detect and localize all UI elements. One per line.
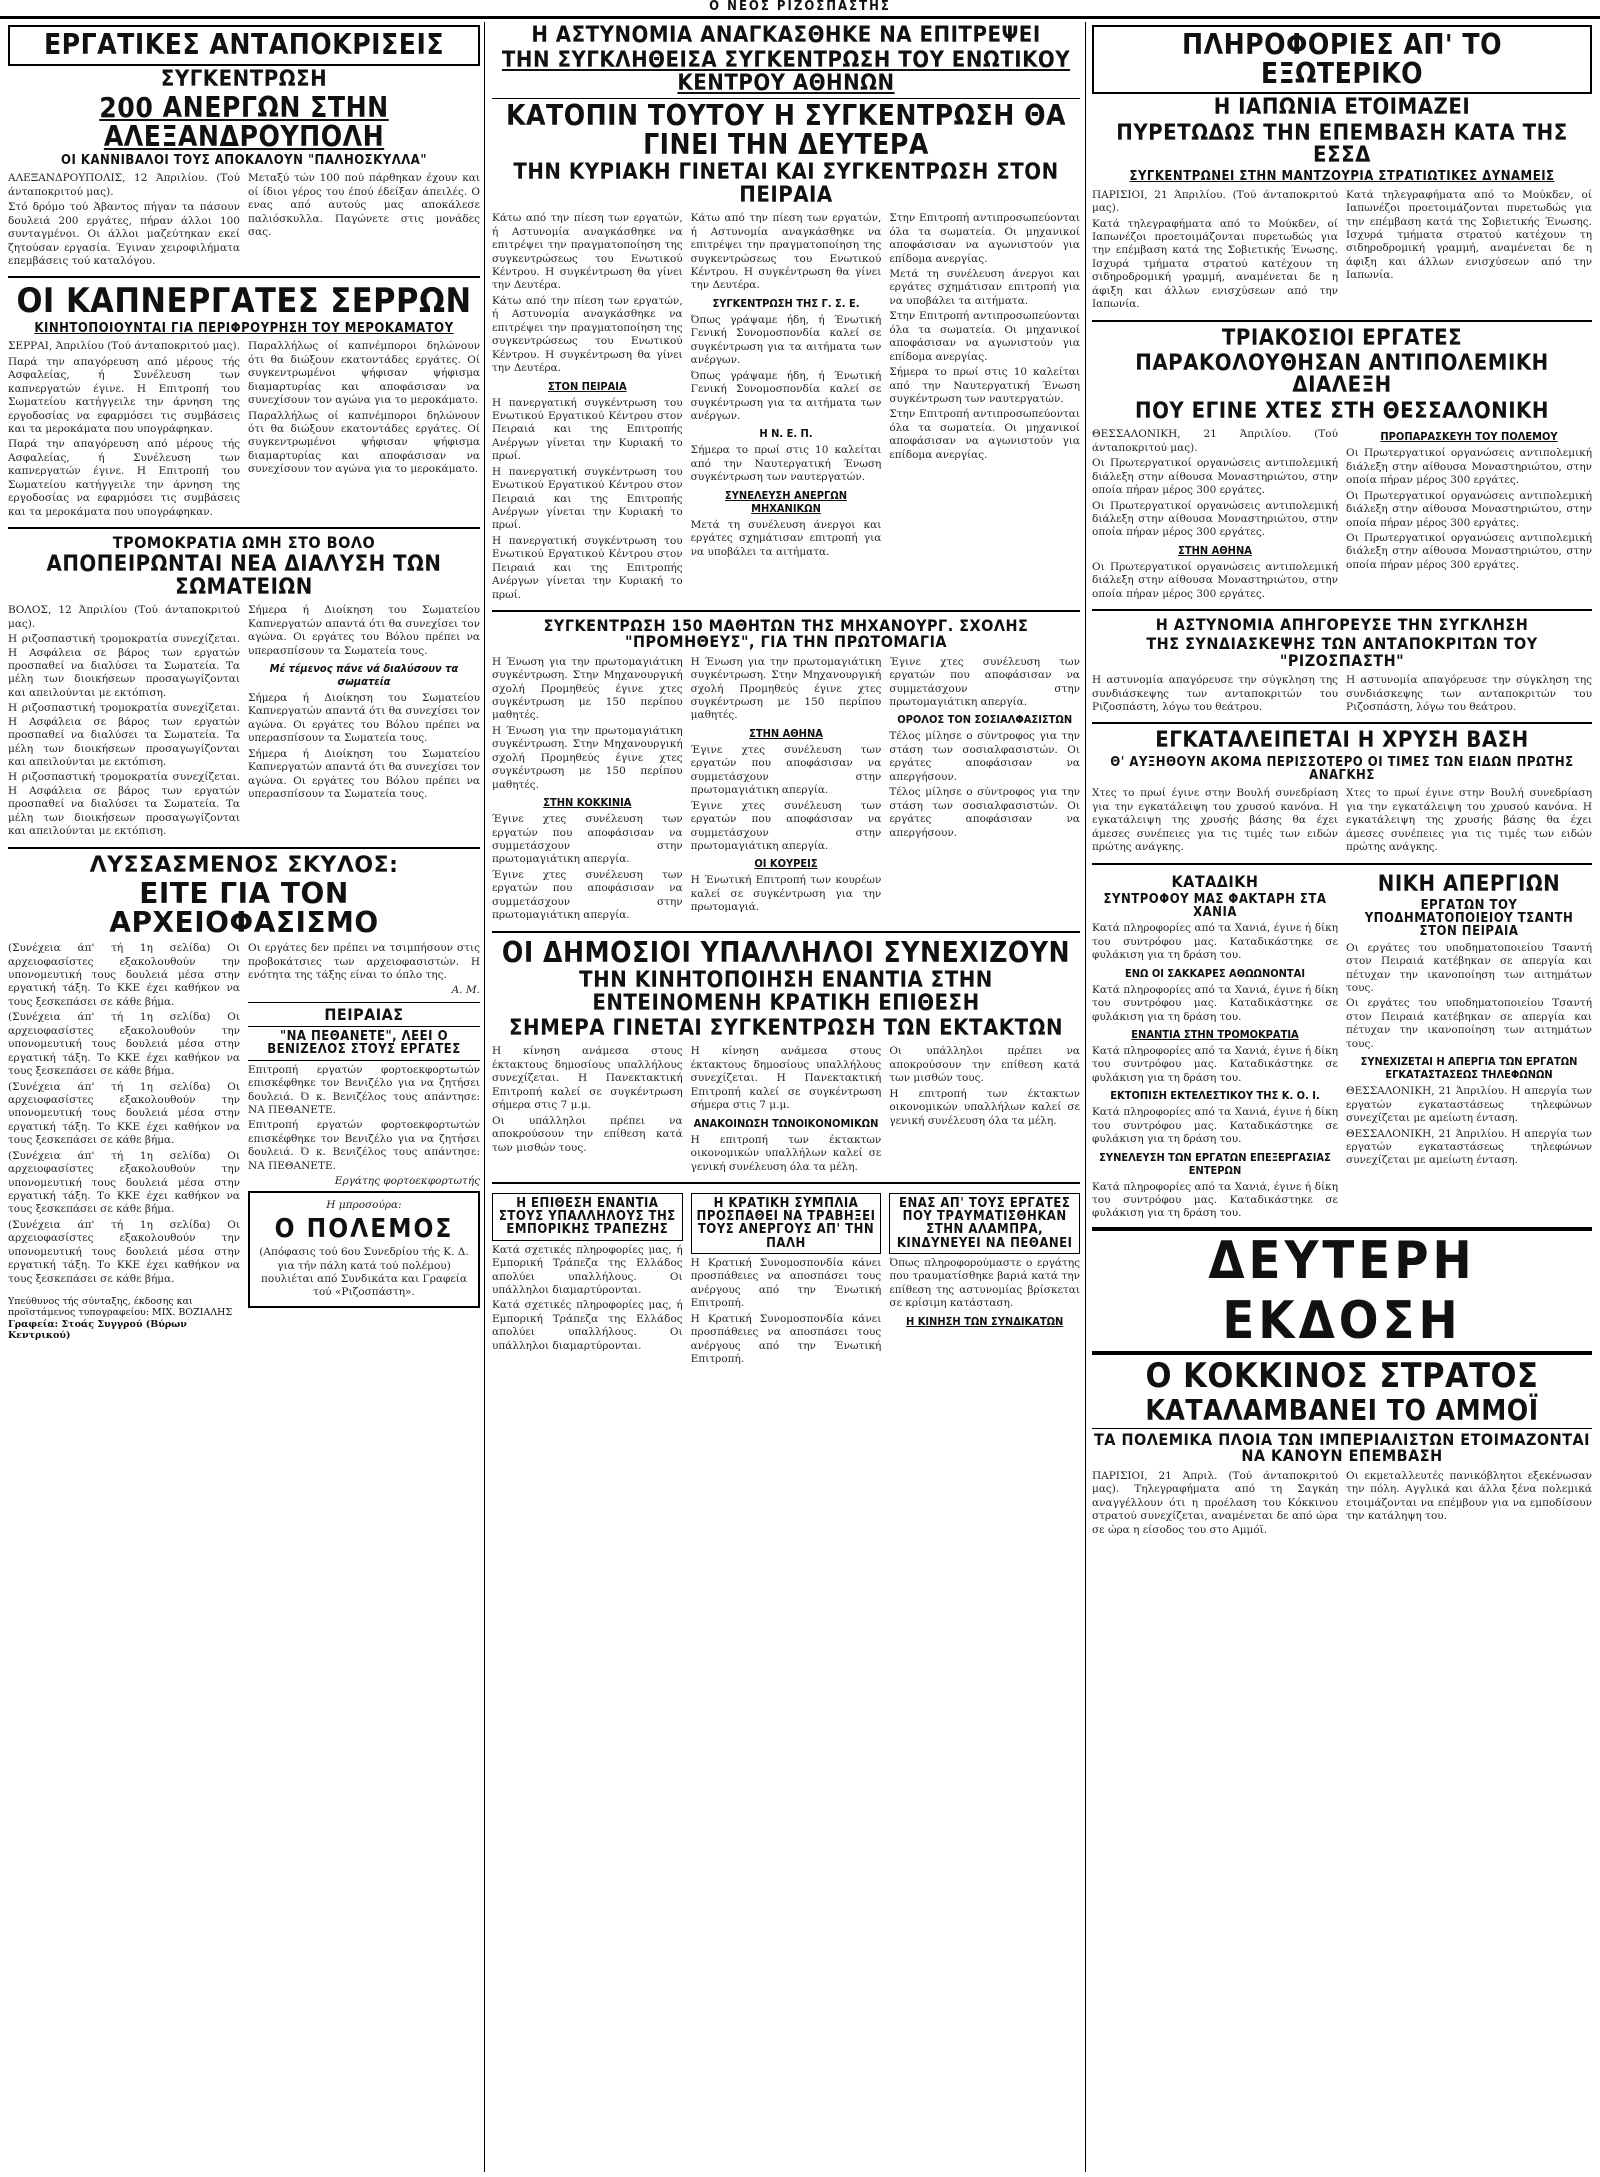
article-students-prometheus	[492, 618, 1080, 925]
article-headline: Η ΕΠΙΘΕΣΗ ΕΝΑΝΤΙΑ ΣΤΟΥΣ ΥΠΑΛΛΗΛΟΥΣ ΤΗΣ ΕΜΠΟΡΙΚΗΣ ΤΡΑΠΕΖΗΣ	[492, 1193, 683, 1241]
subhead: ΣΥΓΚΕΝΤΡΩΣΗ ΤΗΣ Γ. Σ. Ε.	[712, 296, 860, 310]
divider	[1092, 722, 1592, 724]
article-dateline: ΒΟΛΟΣ, 12 Άπριλίου (Τού άνταποκριτού μας).	[8, 604, 240, 630]
masthead-title: Ο ΝΕΟΣ ΡΙΖΟΣΠΑΣΤΗΣ	[709, 0, 891, 14]
article-headline-1: ΟΙ ΔΗΜΟΣΙΟΙ ΥΠΑΛΛΗΛΟΙ ΣΥΝΕΧΙΖΟΥΝ	[501, 935, 1071, 969]
section-label: ΠΕΙΡΑΙΑΣ	[324, 1004, 404, 1024]
divider	[492, 931, 1080, 933]
article-body: Τέλος μίλησε ο σύντροφος για την στάση των σοσιαλφασιστών. Οι εργάτες αποφάσισαν να απεργήσουν.	[889, 730, 1080, 783]
article-body: Σήμερα το πρωί στις 10 καλείται από την Ναυτεργατική Ένωση συγκέντρωση των ναυτεργατών.	[889, 366, 1080, 405]
article-body: Στην Επιτροπή αντιπροσωπεύονται όλα τα σωματεία. Οι μηχανικοί αποφάσισαν να αγωνιστούν για επίδομα ανεργίας.	[889, 408, 1080, 461]
column-center	[492, 22, 1080, 2172]
article-headline-3: ΠΟΥ ΕΓΙΝΕ ΧΤΕΣ ΣΤΗ ΘΕΣΣΑΛΟΝΙΚΗ	[1135, 398, 1549, 424]
article-body: Οι Πρωτεργατικοί οργανώσεις αντιπολεμική διάλεξη στην αίθουσα Μοναστηριώτου, στην οποία πήραν μέρος 300 εργάτες.	[1092, 457, 1338, 497]
bottom-row	[492, 1190, 1080, 1369]
article-body: Η πανεργατική συγκέντρωση του Ενωτικού Εργατικού Κέντρου στον Πειραιά και της Επιτροπής Ανέργων γίνεται την Κυριακή το πρωί.	[492, 534, 683, 601]
article-body: Οι εργάτες του υποδηματοποιείου Τσαντή στον Πειραιά κατέβηκαν σε απεργία και πέτυχαν την ικανοποίηση των αιτημάτων τους.	[1346, 997, 1592, 1050]
article-headline-1: ΝΙΚΗ ΑΠΕΡΓΙΩΝ	[1377, 871, 1561, 897]
article-body: Κάτω από την πίεση των εργατών, ή Αστυνομία αναγκάσθηκε να επιτρέψει την πραγματοποίηση της συγκεντρώσεως του Ενωτικού Κέντρου. Η συγκέντρωση θα γίνει την Δευτέρα.	[492, 294, 683, 375]
subhead: ΣΥΝΕΛΕΥΣΗ ΑΝΕΡΓΩΝ ΜΗΧΑΝΙΚΩΝ	[724, 488, 847, 515]
article-police-athens	[492, 25, 1080, 604]
article-kicker: ΛΥΣΣΑΣΜΕΝΟΣ ΣΚΥΛΟΣ:	[89, 852, 399, 878]
lead-headline-3: ΚΑΤΟΠΙΝ ΤΟΥΤΟΥ Η ΣΥΓΚΕΝΤΡΩΣΗ ΘΑ ΓΙΝΕΙ ΤΗΝ ΔΕΥΤΕΡΑ	[492, 98, 1080, 159]
article-body: Η ριζοσπαστική τρομοκρατία συνεχίζεται. Η Ασφάλεια σε βάρος των εργατών προσπαθεί να διαλύσει τα Σωματεία. Τα μέλη των διοικήσεων προσαγωγίζονται και απειλούνται με εκτόπιση.	[8, 771, 240, 838]
article-headline-2: ΚΑΤΑΛΑΜΒΑΝΕΙ ΤΟ ΑΜΜΟΪ	[1145, 1393, 1539, 1427]
lead-headline-2: ΤΗΝ ΣΥΓΚΛΗΘΕΙΣΑ ΣΥΓΚΕΝΤΡΩΣΗ ΤΟΥ ΕΝΩΤΙΚΟΥ ΚΕΝΤΡΟΥ ΑΘΗΝΩΝ	[501, 48, 1071, 96]
divider	[1092, 863, 1592, 865]
article-body: Έγινε χτες συνέλευση των εργατών που αποφάσισαν να συμμετάσχουν στην πρωτομαγιάτικη απεργία.	[690, 799, 882, 852]
article-body: Επιτροπή εργατών φορτοεκφορτωτών επισκέφθηκε τον Βενιζέλο για να ζητήσει δουλειά. Ό κ. Βενιζέλος τους απάντησε: ΝΑ ΠΕΘΑΝΕΤΕ.	[248, 1063, 480, 1117]
subhead: ΣΥΝΕΛΕΥΣΗ ΤΩΝ ΕΡΓΑΤΩΝ ΕΠΕΞΕΡΓΑΣΙΑΣ ΕΝΤΕΡΩΝ	[1099, 1150, 1331, 1177]
article-headline: ΣΥΓΚΕΝΤΡΩΣΗ 150 ΜΑΘΗΤΩΝ ΤΗΣ ΜΗΧΑΝΟΥΡΓ. ΣΧΟΛΗΣ "ΠΡΟΜΗΘΕΥΣ", ΓΙΑ ΤΗΝ ΠΡΩΤΟΜΑΓΙΑ	[543, 616, 1029, 652]
column-divider	[1085, 22, 1086, 2172]
article-body: (Συνέχεια άπ' τή 1η σελίδα) Οι αρχειοφασίστες εξακολουθούν την υπονομευτική τους δουλειά μέσα στην εργατική τάξη. Το ΚΚΕ έχει καθήκον να τους ξεσκεπάσει σε κάθε βήμα.	[8, 1149, 240, 1216]
article-body: Κατά τηλεγραφήματα από το Μούκδεν, οί Ιαπωνέζοι προετοιμάζονται πυρετωδώς για την επέμβαση κατά της Σοβιετικής Ένωσης. Ισχυρά τμήματα στρατού κατέχουν τη σιδηροδρομική γραμμή, αναμένεται δε η άφιξη και άλλων ενισχύσεων από την Ιαπωνία.	[1092, 217, 1338, 311]
subhead: ΕΝΑΝΤΙΑ ΣΤΗΝ ΤΡΟΜΟΚΡΑΤΙΑ	[1131, 1027, 1299, 1041]
article-body: Η κίνηση ανάμεσα στους έκτακτους δημοσίους υπαλλήλους συνεχίζεται. Η Πανεκτακτική Επιτροπή καλεί σε συγκέντρωση σήμερα στις 7 μ.μ.	[492, 1045, 683, 1112]
article-body: Παρά την απαγόρευση από μέρους τής Ασφαλείας, ή Συνέλευση των καπνεργατών έγινε. Η Επιτροπή του Σωματείου κατήγγειλε την άρνηση της εργοδοσίας να εφαρμόσει τις συμβάσεις και τα μεροκάματα που υπογράφηκαν.	[8, 355, 240, 435]
article-headline-1: Η ΙΑΠΩΝΙΑ ΕΤΟΙΜΑΖΕΙ	[1213, 95, 1471, 121]
divider	[492, 610, 1080, 612]
article-body: Η αστυνομία απαγόρευσε την σύγκληση της συνδιάσκεψης των ανταποκριτών του Ριζοσπάστη, λόγω του θεάτρου.	[1346, 674, 1592, 713]
subhead: ΟΙ ΚΟΥΡΕΙΣ	[754, 857, 818, 871]
article-body: Κατά πληροφορίες από τα Χανιά, έγινε ή δίκη του συντρόφου μας. Καταδικάστηκε σε φυλάκιση για τη δράση του.	[1092, 1044, 1338, 1084]
article-headline: ΑΠΟΠΕΙΡΩΝΤΑΙ ΝΕΑ ΔΙΑΛΥΣΗ ΤΩΝ ΣΩΜΑΤΕΙΩΝ	[46, 552, 442, 600]
article-body: Οι Πρωτεργατικοί οργανώσεις αντιπολεμική διάλεξη στην αίθουσα Μοναστηριώτου, στην οποία πήραν μέρος 300 εργάτες.	[1092, 499, 1338, 539]
article-body: Η Κρατική Συνομοσπονδία κάνει προσπάθειες να αποσπάσει τους ανέργους από την Ένωτική Επιτροπή.	[690, 1256, 882, 1310]
article-shoe-strike	[1346, 871, 1592, 1223]
article-volos	[8, 535, 480, 841]
article-dateline: ΠΑΡΙΣΙΟΙ, 21 Άπριλίου. (Τού άνταποκριτού μας).	[1092, 188, 1338, 215]
article-body: Η Κρατική Συνομοσπονδία κάνει προσπάθειες να αποσπάσει τους ανέργους από την Ένωτική Επιτροπή.	[690, 1312, 882, 1366]
article-headline-2: Θ' ΑΥΞΗΘΟΥΝ ΑΚΟΜΑ ΠΕΡΙΣΣΟΤΕΡΟ ΟΙ ΤΙΜΕΣ ΤΩΝ ΕΙΔΩΝ ΠΡΩΤΗΣ ΑΝΑΓΚΗΣ	[1110, 754, 1574, 784]
article-body: Όπως πληροφορούμαστε ο εργάτης που τραυματίσθηκε βαριά κατά την επίθεση της αστυνομίας βρίσκεται σε κρίσιμη κατάσταση.	[889, 1256, 1080, 1310]
section-banner: ΠΛΗΡΟΦΟΡΙΕΣ ΑΠ' ΤΟ ΕΞΩΤΕΡΙΚΟ	[1092, 25, 1592, 94]
column-right	[1092, 22, 1592, 2172]
article-body: (Συνέχεια άπ' τή 1η σελίδα) Οι αρχειοφασίστες εξακολουθούν την υπονομευτική τους δουλειά μέσα στην εργατική τάξη. Το ΚΚΕ έχει καθήκον να τους ξεσκεπάσει σε κάθε βήμα.	[8, 1011, 240, 1078]
article-body: Η αστυνομία απαγόρευσε την σύγκληση της συνδιάσκεψης των ανταποκριτών του Ριζοσπάστη, λόγω του θεάτρου.	[1092, 674, 1338, 713]
subhead: ΣΤΗΝ ΑΘΗΝΑ	[1178, 543, 1252, 557]
article-alambra-worker	[889, 1190, 1080, 1369]
article-gold-standard	[1092, 730, 1592, 856]
article-body: Μετά τη συνέλευση άνεργοι και εργάτες σχημάτισαν επιτροπή για να υποβάλει τα αιτήματα.	[690, 518, 882, 558]
credits-address: Γραφεία: Στοάς Συγγρού (Βύρων Κεντρικού)	[8, 1318, 187, 1342]
article-headline-1: ΚΑΤΑΔΙΚΗ	[1171, 871, 1259, 891]
article-postman	[1092, 871, 1338, 1223]
subhead: ΕΚΤΟΠΙΣΗ ΕΚΤΕΛΕΣΤΙΚΟΥ ΤΗΣ Κ. Ο. Ι.	[1110, 1089, 1320, 1103]
divider	[492, 1182, 1080, 1184]
inline-subhead: Μέ τέμενος πάνε νά διαλύσουν τα σωματεία	[269, 661, 459, 688]
column-divider	[484, 22, 485, 2172]
article-body: Κατά σχετικές πληροφορίες μας, ή Εμπορική Τράπεζα της Ελλάδος απολύει υπαλλήλους. Οι υπάλληλοι διαμαρτύρονται.	[492, 1243, 683, 1297]
article-police-ban	[1092, 617, 1592, 716]
article-body: Κατά τηλεγραφήματα από το Μούκδεν, οί Ιαπωνέζοι προετοιμάζονται πυρετωδώς για την επέμβαση κατά της Σοβιετικής Ένωσης. Ισχυρά τμήματα στρατού κατέχουν τη σιδηροδρομική γραμμή, αναμένεται δε η άφιξη και άλλων ενισχύσεων από την Ιαπωνία.	[1346, 188, 1592, 282]
article-body: Όπως γράψαμε ήδη, ή Ένωτική Γενική Συνομοσπονδία καλεί σε συγκέντρωση για τα αιτήματα των ανέργων.	[690, 313, 882, 367]
article-body: ΘΕΣΣΑΛΟΝΙΚΗ, 21 Άπριλίου. Η απεργία των εργατών εγκαταστάσεως τηλεφώνων συνεχίζεται με αμείωτη ένταση.	[1346, 1085, 1592, 1125]
article-body: Στό δρόμο τού Άβαντος πήγαν τα πάσουν δουλειά 200 εργάτες, πήραν άλλοι 100 συνταγμένοι. Οι άλλοι μαζεύτηκαν εκεί ζητούσαν εργασία. Έγιναν χειροφιλήματα επεμβάσεις τού καταλόγου.	[8, 201, 240, 267]
article-body: Κατά πληροφορίες από τα Χανιά, έγινε ή δίκη του συντρόφου μας. Καταδικάστηκε σε φυλάκιση για τη δράση του.	[1092, 983, 1338, 1023]
article-body: Μετά τη συνέλευση άνεργοι και εργάτες σχημάτισαν επιτροπή για να υποβάλει τα αιτήματα.	[889, 268, 1080, 307]
article-body: Κατά πληροφορίες από τα Χανιά, έγινε ή δίκη του συντρόφου μας. Καταδικάστηκε σε φυλάκιση για τη δράση του.	[1092, 922, 1338, 962]
divider	[248, 1002, 480, 1003]
subhead: ΑΝΑΚΟΙΝΩΣΗ ΤΩΝΟΙΚΟΝΟΜΙΚΩΝ	[693, 1116, 879, 1130]
masthead	[0, 0, 1600, 19]
second-edition	[1092, 1227, 1592, 1539]
article-headline: ΕΙΤΕ ΓΙΑ ΤΟΝ ΑΡΧΕΙΟΦΑΣΙΣΜΟ	[109, 877, 379, 939]
article-body: Κάτω από την πίεση των εργατών, ή Αστυνομία αναγκάσθηκε να επιτρέψει την πραγματοποίηση της συγκεντρώσεως του Ενωτικού Κέντρου. Η συγκέντρωση θα γίνει την Δευτέρα.	[690, 212, 882, 292]
article-body: Οι Πρωτεργατικοί οργανώσεις αντιπολεμική διάλεξη στην αίθουσα Μοναστηριώτου, στην οποία πήραν μέρος 300 εργάτες.	[1346, 489, 1592, 529]
two-column-news	[1092, 871, 1592, 1223]
article-body: ΘΕΣΣΑΛΟΝΙΚΗ, 21 Άπριλίου. Η απεργία των εργατών εγκαταστάσεως τηλεφώνων συνεχίζεται με αμείωτη ένταση.	[1346, 1127, 1592, 1167]
article-headline: ΟΙ ΚΑΠΝΕΡΓΑΤΕΣ ΣΕΡΡΩΝ	[16, 281, 472, 322]
article-body: Η πανεργατική συγκέντρωση του Ενωτικού Εργατικού Κέντρου στον Πειραιά και της Επιτροπής Ανέργων γίνεται την Κυριακή το πρωί.	[492, 465, 683, 532]
article-body: Παραλλήλως οί καπνέμποροι δηλώνουν ότι θα διώξουν εκατοντάδες εργάτες. Οί συγκεντρωμένοι ψήφισαν ψήφισμα διαμαρτυρίας και αποφάσισαν να συνεχίσουν τον αγώνα για το μεροκάματο.	[248, 340, 480, 407]
article-body: Η ριζοσπαστική τρομοκρατία συνεχίζεται. Η Ασφάλεια σε βάρος των εργατών προσπαθεί να διαλύσει τα Σωματεία. Τα μέλη των διοικήσεων προσαγωγίζονται και απειλούνται με εκτόπιση.	[8, 633, 240, 699]
article-body: Κάτω από την πίεση των εργατών, ή Αστυνομία αναγκάσθηκε να επιτρέψει την πραγματοποίηση της συγκεντρώσεως του Ενωτικού Κέντρου. Η συγκέντρωση θα γίνει την Δευτέρα.	[492, 212, 683, 292]
pamphlet-note: (Απόφασις τού 6ου Συνεδρίου τής Κ. Δ. για τήν πάλη κατά τού πολέμου) πουλιέται από Συνδικάτα και Γραφεία τού «Ριζοσπάστη».	[259, 1246, 469, 1299]
article-headline: 200 ΑΝΕΡΓΩΝ ΣΤΗΝ ΑΛΕΞΑΝΔΡΟΥΠΟΛΗ	[99, 90, 389, 153]
subhead: ΣΥΝΕΧΙΖΕΤΑΙ Η ΑΠΕΡΓΙΑ ΤΩΝ ΕΡΓΑΤΩΝ ΕΓΚΑΤΑΣΤΑΣΕΩΣ ΤΗΛΕΦΩΝΩΝ	[1360, 1055, 1578, 1082]
article-body: Η επιτροπή των έκτακτων οικονομικών υπαλλήλων καλεί σε γενική συνέλευση όλα τα μέλη.	[889, 1087, 1080, 1127]
article-body: Σήμερα ή Διοίκηση του Σωματείου Καπνεργατών απαντά ότι θα συνεχίσει τον αγώνα. Οι εργάτες του Βόλου πρέπει να υπερασπίσουν τα Σωματεία τους.	[248, 604, 480, 657]
article-headline-1: ΤΡΙΑΚΟΣΙΟΙ ΕΡΓΑΤΕΣ	[1221, 325, 1463, 351]
divider	[1092, 609, 1592, 611]
article-headline: "ΝΑ ΠΕΘΑΝΕΤΕ", ΛΕΕΙ Ο ΒΕΝΙΖΕΛΟΣ ΣΤΟΥΣ ΕΡΓΑΤΕΣ	[248, 1026, 480, 1061]
article-body: Σήμερα ή Διοίκηση του Σωματείου Καπνεργατών απαντά ότι θα συνεχίσει τον αγώνα. Οι εργάτες του Βόλου πρέπει να υπερασπίσουν τα Σωματεία τους.	[248, 747, 480, 800]
article-body: Οι εργάτες δεν πρέπει να τσιμπήσουν στις προβοκάτσιες των αρχειοφασιστών. Η ενότητα της τάξης είναι το όπλο της.	[248, 942, 480, 982]
article-body: Η Ένωση για την πρωτομαγιάτικη συγκέντρωση. Στην Μηχανουργική σχολή Προμηθεύς έγινε χτες συγκέντρωση με 150 περίπου μαθητές.	[690, 655, 882, 722]
article-body: Η Ένωτική Επιτροπή των κουρέων καλεί σε συγκέντρωση για την πρωτομαγιά.	[690, 874, 882, 914]
subhead: ΣΤΗΝ ΚΟΚΚΙΝΙΑ	[543, 796, 632, 810]
article-headline: ΕΝΑΣ ΑΠ' ΤΟΥΣ ΕΡΓΑΤΕΣ ΠΟΥ ΤΡΑΥΜΑΤΙΣΘΗΚΑΝ ΣΤΗΝ ΑΛΑΜΠΡΑ, ΚΙΝΔΥΝΕΥΕΙ ΝΑ ΠΕΘΑΝΕΙ	[889, 1193, 1080, 1254]
article-body: Σήμερα ή Διοίκηση του Σωματείου Καπνεργατών απαντά ότι θα συνεχίσει τον αγώνα. Οι εργάτες του Βόλου πρέπει να υπερασπίσουν τα Σωματεία τους.	[248, 691, 480, 745]
article-headline: Η ΚΡΑΤΙΚΗ ΣΥΜΠΛΙΑ ΠΡΟΣΠΑΘΕΙ ΝΑ ΤΡΑΒΗΞΕΙ ΤΟΥΣ ΑΝΕΡΓΟΥΣ ΑΠ' ΤΗΝ ΠΑΛΗ	[691, 1193, 882, 1254]
article-body: Η κίνηση ανάμεσα στους έκτακτους δημοσίους υπαλλήλους συνεχίζεται. Η Πανεκτακτική Επιτροπή καλεί σε συγκέντρωση σήμερα στις 7 μ.μ.	[690, 1045, 882, 1112]
article-dateline: ΑΛΕΞΑΝΔΡΟΥΠΟΛΙΣ, 12 Άπριλίου. (Τού άνταποκριτού μας).	[8, 172, 240, 198]
subhead: ΟΡΟΛΟΣ ΤΟΝ ΣΟΣΙΑΛΦΑΣΙΣΤΩΝ	[897, 713, 1073, 727]
subhead: Η ΚΙΝΗΣΗ ΤΩΝ ΣΥΝΔΙΚΑΤΩΝ	[905, 1314, 1064, 1328]
subhead: ΣΤΟΝ ΠΕΙΡΑΙΑ	[548, 379, 627, 393]
article-body: Η ριζοσπαστική τρομοκρατία συνεχίζεται. Η Ασφάλεια σε βάρος των εργατών προσπαθεί να διαλύσει τα Σωματεία. Τα μέλη των διοικήσεων προσαγωγίζονται και απειλούνται με εκτόπιση.	[8, 702, 240, 768]
article-body: Οι εκμεταλλευτές πανικόβλητοι εξεκένωσαν την πόλη. Αγγλικά και άλλα ξένα πολεμικά ετοιμάζονται να επέμβουν για να εμποδίσουν την κατάληψη του.	[1346, 1469, 1592, 1523]
article-body: Παρά την απαγόρευση από μέρους τής Ασφαλείας, ή Συνέλευση των καπνεργατών έγινε. Η Επιτροπή του Σωματείου κατήγγειλε την άρνηση της εργοδοσίας να εφαρμόσει τις συμβάσεις και τα μεροκάματα που υπογράφηκαν.	[8, 438, 240, 518]
article-subheadline: ΚΙΝΗΤΟΠΟΙΟΥΝΤΑΙ ΓΙΑ ΠΕΡΙΦΡΟΥΡΗΣΗ ΤΟΥ ΜΕΡΟΚΑΜΑΤΟΥ	[34, 321, 454, 337]
article-japan	[1092, 97, 1592, 314]
divider	[8, 527, 480, 529]
pamphlet-box	[248, 1191, 480, 1308]
pamphlet-kicker: Η μπροσούρα:	[326, 1198, 402, 1211]
article-headline-2: ΣΥΝΤΡΟΦΟΥ ΜΑΣ ΦΑΚΤΑΡΗ ΣΤΑ ΧΑΝΙΑ	[1103, 891, 1327, 921]
article-headline-1: Η ΑΣΤΥΝΟΜΙΑ ΑΠΗΓΟΡΕΥΣΕ ΤΗΝ ΣΥΓΚΛΗΣΗ	[1155, 615, 1529, 635]
article-body: (Συνέχεια άπ' τή 1η σελίδα) Οι αρχειοφασίστες εξακολουθούν την υπονομευτική τους δουλειά μέσα στην εργατική τάξη. Το ΚΚΕ έχει καθήκον να τους ξεσκεπάσει σε κάθε βήμα.	[8, 942, 240, 1008]
article-body: Η Ένωση για την πρωτομαγιάτικη συγκέντρωση. Στην Μηχανουργική σχολή Προμηθεύς έγινε χτες συγκέντρωση με 150 περίπου μαθητές.	[492, 655, 683, 722]
article-bank-employees	[492, 1190, 683, 1369]
article-headline-2: ΠΑΡΑΚΟΛΟΥΘΗΣΑΝ ΑΝΤΙΠΟΛΕΜΙΚΗ ΔΙΑΛΕΞΗ	[1135, 351, 1549, 399]
article-body: Τέλος μίλησε ο σύντροφος για την στάση των σοσιαλφασιστών. Οι εργάτες αποφάσισαν να απεργήσουν.	[889, 786, 1080, 839]
subhead: Η Ν. Ε. Π.	[759, 427, 813, 441]
article-body: Παραλλήλως οί καπνέμποροι δηλώνουν ότι θα διώξουν εκατοντάδες εργάτες. Οί συγκεντρωμένοι ψήφισαν ψήφισμα διαμαρτυρίας και αποφάσισαν να συνεχίσουν τον αγώνα για το μεροκάματο.	[248, 409, 480, 476]
article-body: Έγινε χτες συνέλευση των εργατών που αποφάσισαν να συμμετάσχουν στην πρωτομαγιάτικη απεργία.	[690, 743, 882, 797]
article-body: Κατά πληροφορίες από τα Χανιά, έγινε ή δίκη του συντρόφου μας. Καταδικάστηκε σε φυλάκιση για τη δράση του.	[1092, 1180, 1338, 1220]
article-body: Οι Πρωτεργατικοί οργανώσεις αντιπολεμική διάλεξη στην αίθουσα Μοναστηριώτου, στην οποία πήραν μέρος 300 εργάτες.	[1346, 531, 1592, 571]
second-edition-banner: ΔΕΥΤΕΡΗ ΕΚΔΟΣΗ	[1092, 1227, 1592, 1355]
article-dateline: ΣΕΡΡΑΙ, Άπριλίου (Τού άνταποκριτού μας).	[8, 340, 240, 353]
article-headline-2: ΕΡΓΑΤΩΝ ΤΟΥ ΥΠΟΔΗΜΑΤΟΠΟΙΕΙΟΥ ΤΣΑΝΤΗ ΣΤΟΝ ΠΕΙΡΑΙΑ	[1364, 897, 1574, 940]
article-headline-2: ΤΗΝ ΚΙΝΗΤΟΠΟΙΗΣΗ ΕΝΑΝΤΙΑ ΣΤΗΝ ΕΝΤΕΙΝΟΜΕΝΗ ΚΡΑΤΙΚΗ ΕΠΙΘΕΣΗ	[579, 968, 993, 1016]
article-body: (Συνέχεια άπ' τή 1η σελίδα) Οι αρχειοφασίστες εξακολουθούν την υπονομευτική τους δουλειά μέσα στην εργατική τάξη. Το ΚΚΕ έχει καθήκον να τους ξεσκεπάσει σε κάθε βήμα.	[8, 1218, 240, 1285]
article-body: Χτες το πρωί έγινε στην Βουλή συνεδρίαση για την εγκατάλειψη του χρυσού κανόνα. Η εγκατάλειψη της χρυσής βάσης θα έχει άμεσες συνέπειες για τις τιμές των ειδών πρώτης ανάγκης.	[1346, 787, 1592, 854]
article-headline-1: Ο ΚΟΚΚΙΝΟΣ ΣΤΡΑΤΟΣ	[1145, 1355, 1539, 1396]
article-body: (Συνέχεια άπ' τή 1η σελίδα) Οι αρχειοφασίστες εξακολουθούν την υπονομευτική τους δουλειά μέσα στην εργατική τάξη. Το ΚΚΕ έχει καθήκον να τους ξεσκεπάσει σε κάθε βήμα.	[8, 1080, 240, 1147]
article-kicker: ΣΥΓΚΕΝΤΡΩΣΗ	[160, 66, 328, 92]
article-body: Έγινε χτες συνέλευση των εργατών που αποφάσισαν να συμμετάσχουν στην πρωτομαγιάτικη απεργία.	[492, 868, 683, 922]
article-body: Έγινε χτες συνέλευση των εργατών που αποφάσισαν να συμμετάσχουν στην πρωτομαγιάτικη απεργία.	[889, 655, 1080, 709]
article-civil-servants	[492, 935, 1080, 1176]
article-body: Όπως γράψαμε ήδη, ή Ένωτική Γενική Συνομοσπονδία καλεί σε συγκέντρωση για τα αιτήματα των ανέργων.	[690, 369, 882, 422]
pamphlet-title: Ο ΠΟΛΕΜΟΣ	[274, 1214, 454, 1245]
article-tobacco-workers	[8, 281, 480, 521]
article-headline-3: ΣΗΜΕΡΑ ΓΙΝΕΤΑΙ ΣΥΓΚΕΝΤΡΩΣΗ ΤΩΝ ΕΚΤΑΚΤΩΝ	[508, 1016, 1064, 1042]
article-headline-2: ΤΗΣ ΣΥΝΔΙΑΣΚΕΨΗΣ ΤΩΝ ΑΝΤΑΠΟΚΡΙΤΩΝ ΤΟΥ "ΡΙΖΟΣΠΑΣΤΗ"	[1146, 634, 1538, 670]
article-body: Οι υπάλληλοι πρέπει να αποκρούσουν την επίθεση κατά των μισθών τους.	[492, 1114, 683, 1154]
lead-headline-4: ΤΗΝ ΚΥΡΙΑΚΗ ΓΙΝΕΤΑΙ ΚΑΙ ΣΥΓΚΕΝΤΡΩΣΗ ΣΤΟΝ ΠΕΙΡΑΙΑ	[513, 160, 1059, 208]
article-body: Στην Επιτροπή αντιπροσωπεύονται όλα τα σωματεία. Οι μηχανικοί αποφάσισαν να αγωνιστούν για επίδομα ανεργίας.	[889, 310, 1080, 363]
article-body: Κατά σχετικές πληροφορίες μας, ή Εμπορική Τράπεζα της Ελλάδος απολύει υπαλλήλους. Οι υπάλληλοι διαμαρτύρονται.	[492, 1299, 683, 1352]
divider	[8, 847, 480, 849]
subhead: ΣΤΗΝ ΑΘΗΝΑ	[749, 726, 823, 740]
article-dateline: ΘΕΣΣΑΛΟΝΙΚΗ, 21 Άπριλίου. (Τού άνταποκριτού μας).	[1092, 428, 1338, 454]
article-body: Η επιτροπή των έκτακτων οικονομικών υπαλλήλων καλεί σε γενική συνέλευση όλα τα μέλη.	[690, 1133, 882, 1173]
article-headline-2: ΠΥΡΕΤΩΔΩΣ ΤΗΝ ΕΠΕΜΒΑΣΗ ΚΑΤΑ ΤΗΣ ΕΣΣΔ	[1116, 120, 1568, 168]
article-body: Οι εργάτες του υποδηματοποιείου Τσαντή στον Πειραιά κατέβηκαν σε απεργία και πέτυχαν την ικανοποίηση των αιτημάτων τους.	[1346, 941, 1592, 995]
lead-headline-1: Η ΑΣΤΥΝΟΜΙΑ ΑΝΑΓΚΑΣΘΗΚΕ ΝΑ ΕΠΙΤΡΕΨΕΙ	[531, 23, 1041, 48]
article-state-confederation	[691, 1190, 882, 1369]
column-left	[8, 22, 480, 2172]
article-byline: Εργάτης φορτοεκφορτωτής	[334, 1175, 480, 1188]
article-body: Η πανεργατική συγκέντρωση του Ενωτικού Εργατικού Κέντρου στον Πειραιά και της Επιτροπής Ανέργων γίνεται την Κυριακή το πρωί.	[492, 396, 683, 463]
article-body: Χτες το πρωί έγινε στην Βουλή συνεδρίαση για την εγκατάλειψη του χρυσού κανόνα. Η εγκατάλειψη της χρυσής βάσης θα έχει άμεσες συνέπειες για τις τιμές των ειδών πρώτης ανάγκης.	[1092, 787, 1338, 854]
article-archeiofascism	[8, 852, 480, 1342]
article-thessaloniki	[1092, 325, 1592, 604]
article-byline: Α. Μ.	[451, 984, 480, 997]
subhead: ΕΝΩ ΟΙ ΣΑΚΚΑΡΕΣ ΑΘΩΩΝΟΝΤΑΙ	[1124, 966, 1306, 980]
article-body: Επιτροπή εργατών φορτοεκφορτωτών επισκέφθηκε τον Βενιζέλο για να ζητήσει δουλειά. Ό κ. Βενιζέλος τους απάντησε: ΝΑ ΠΕΘΑΝΕΤΕ.	[248, 1119, 480, 1172]
article-body: Οι Πρωτεργατικοί οργανώσεις αντιπολεμική διάλεξη στην αίθουσα Μοναστηριώτου, στην οποία πήραν μέρος 300 εργάτες.	[1092, 560, 1338, 600]
article-body: Οι υπάλληλοι πρέπει να αποκρούσουν την επίθεση κατά των μισθών τους.	[889, 1045, 1080, 1085]
article-body: Στην Επιτροπή αντιπροσωπεύονται όλα τα σωματεία. Οι μηχανικοί αποφάσισαν να αγωνιστούν για επίδομα ανεργίας.	[889, 212, 1080, 265]
article-body: Έγινε χτες συνέλευση των εργατών που αποφάσισαν να συμμετάσχουν στην πρωτομαγιάτικη απεργία.	[492, 813, 683, 866]
article-body: Η Ένωση για την πρωτομαγιάτικη συγκέντρωση. Στην Μηχανουργική σχολή Προμηθεύς έγινε χτες συγκέντρωση με 150 περίπου μαθητές.	[492, 724, 683, 791]
divider	[8, 276, 480, 278]
divider	[1092, 320, 1592, 322]
article-body: Κατά πληροφορίες από τα Χανιά, έγινε ή δίκη του συντρόφου μας. Καταδικάστηκε σε φυλάκιση για τη δράση του.	[1092, 1106, 1338, 1146]
article-body: Μεταξύ τών 100 πού πάρθηκαν έχουν και οί ίδιοι γέρος του έπού έδείξαν άπειλές. Ο ενας από αυτούς μας αποκάλεσε παλιόσκυλλα. Παγώνετε στις μονάδες σας.	[248, 172, 480, 239]
article-kicker: ΤΡΟΜΟΚΡΑΤΙΑ ΩΜΗ ΣΤΟ ΒΟΛΟ	[112, 533, 376, 552]
subhead: ΠΡΟΠΑΡΑΣΚΕΥΗ ΤΟΥ ΠΟΛΕΜΟΥ	[1380, 430, 1558, 444]
article-body: Σήμερα το πρωί στις 10 καλείται από την Ναυτεργατική Ένωση συγκέντρωση των ναυτεργατών.	[690, 444, 882, 484]
article-subheadline: ΟΙ ΚΑΝΝΙΒΑΛΟΙ ΤΟΥΣ ΑΠΟΚΑΛΟΥΝ "ΠΑΛΗΟΣΚΥΛΛΑ"	[61, 153, 427, 169]
article-headline-3: ΤΑ ΠΟΛΕΜΙΚΑ ΠΛΟΙΑ ΤΩΝ ΙΜΠΕΡΙΑΛΙΣΤΩΝ ΕΤΟΙΜΑΖΟΝΤΑΙ ΝΑ ΚΑΝΟΥΝ ΕΠΕΜΒΑΣΗ	[1093, 1430, 1591, 1466]
section-banner: ΕΡΓΑΤΙΚΕΣ ΑΝΤΑΠΟΚΡΙΣΕΙΣ	[8, 25, 480, 66]
article-body: ΠΑΡΙΣΙΟΙ, 21 Άπριλ. (Τού άνταποκριτού μας). Τηλεγραφήματα από τη Σαγκάη αναγγέλλουν ότι η προέλαση του Κόκκινου στρατού συνεχίζεται, αναμένεται δε από ώρα σε ώρα η είσοδος του στο Αμμόϊ.	[1092, 1469, 1338, 1536]
article-headline-1: ΕΓΚΑΤΑΛΕΙΠΕΤΑΙ Η ΧΡΥΣΗ ΒΑΣΗ	[1155, 728, 1529, 754]
credits-editor: Υπεύθυνος τής σύνταξης, έκδοσης και προϊστάμενος τυπογραφείου: ΜΙΧ. ΒΟΖΙΑΛΗΣ	[8, 1296, 233, 1319]
article-body: Οι Πρωτεργατικοί οργανώσεις αντιπολεμική διάλεξη στην αίθουσα Μοναστηριώτου, στην οποία πήραν μέρος 300 εργάτες.	[1346, 447, 1592, 487]
article-headline-3: ΣΥΓΚΕΝΤΡΩΝΕΙ ΣΤΗΝ ΜΑΝΤΖΟΥΡΙΑ ΣΤΡΑΤΙΩΤΙΚΕΣ ΔΥΝΑΜΕΙΣ	[1129, 169, 1555, 185]
article-alexandroupoli	[8, 66, 480, 271]
